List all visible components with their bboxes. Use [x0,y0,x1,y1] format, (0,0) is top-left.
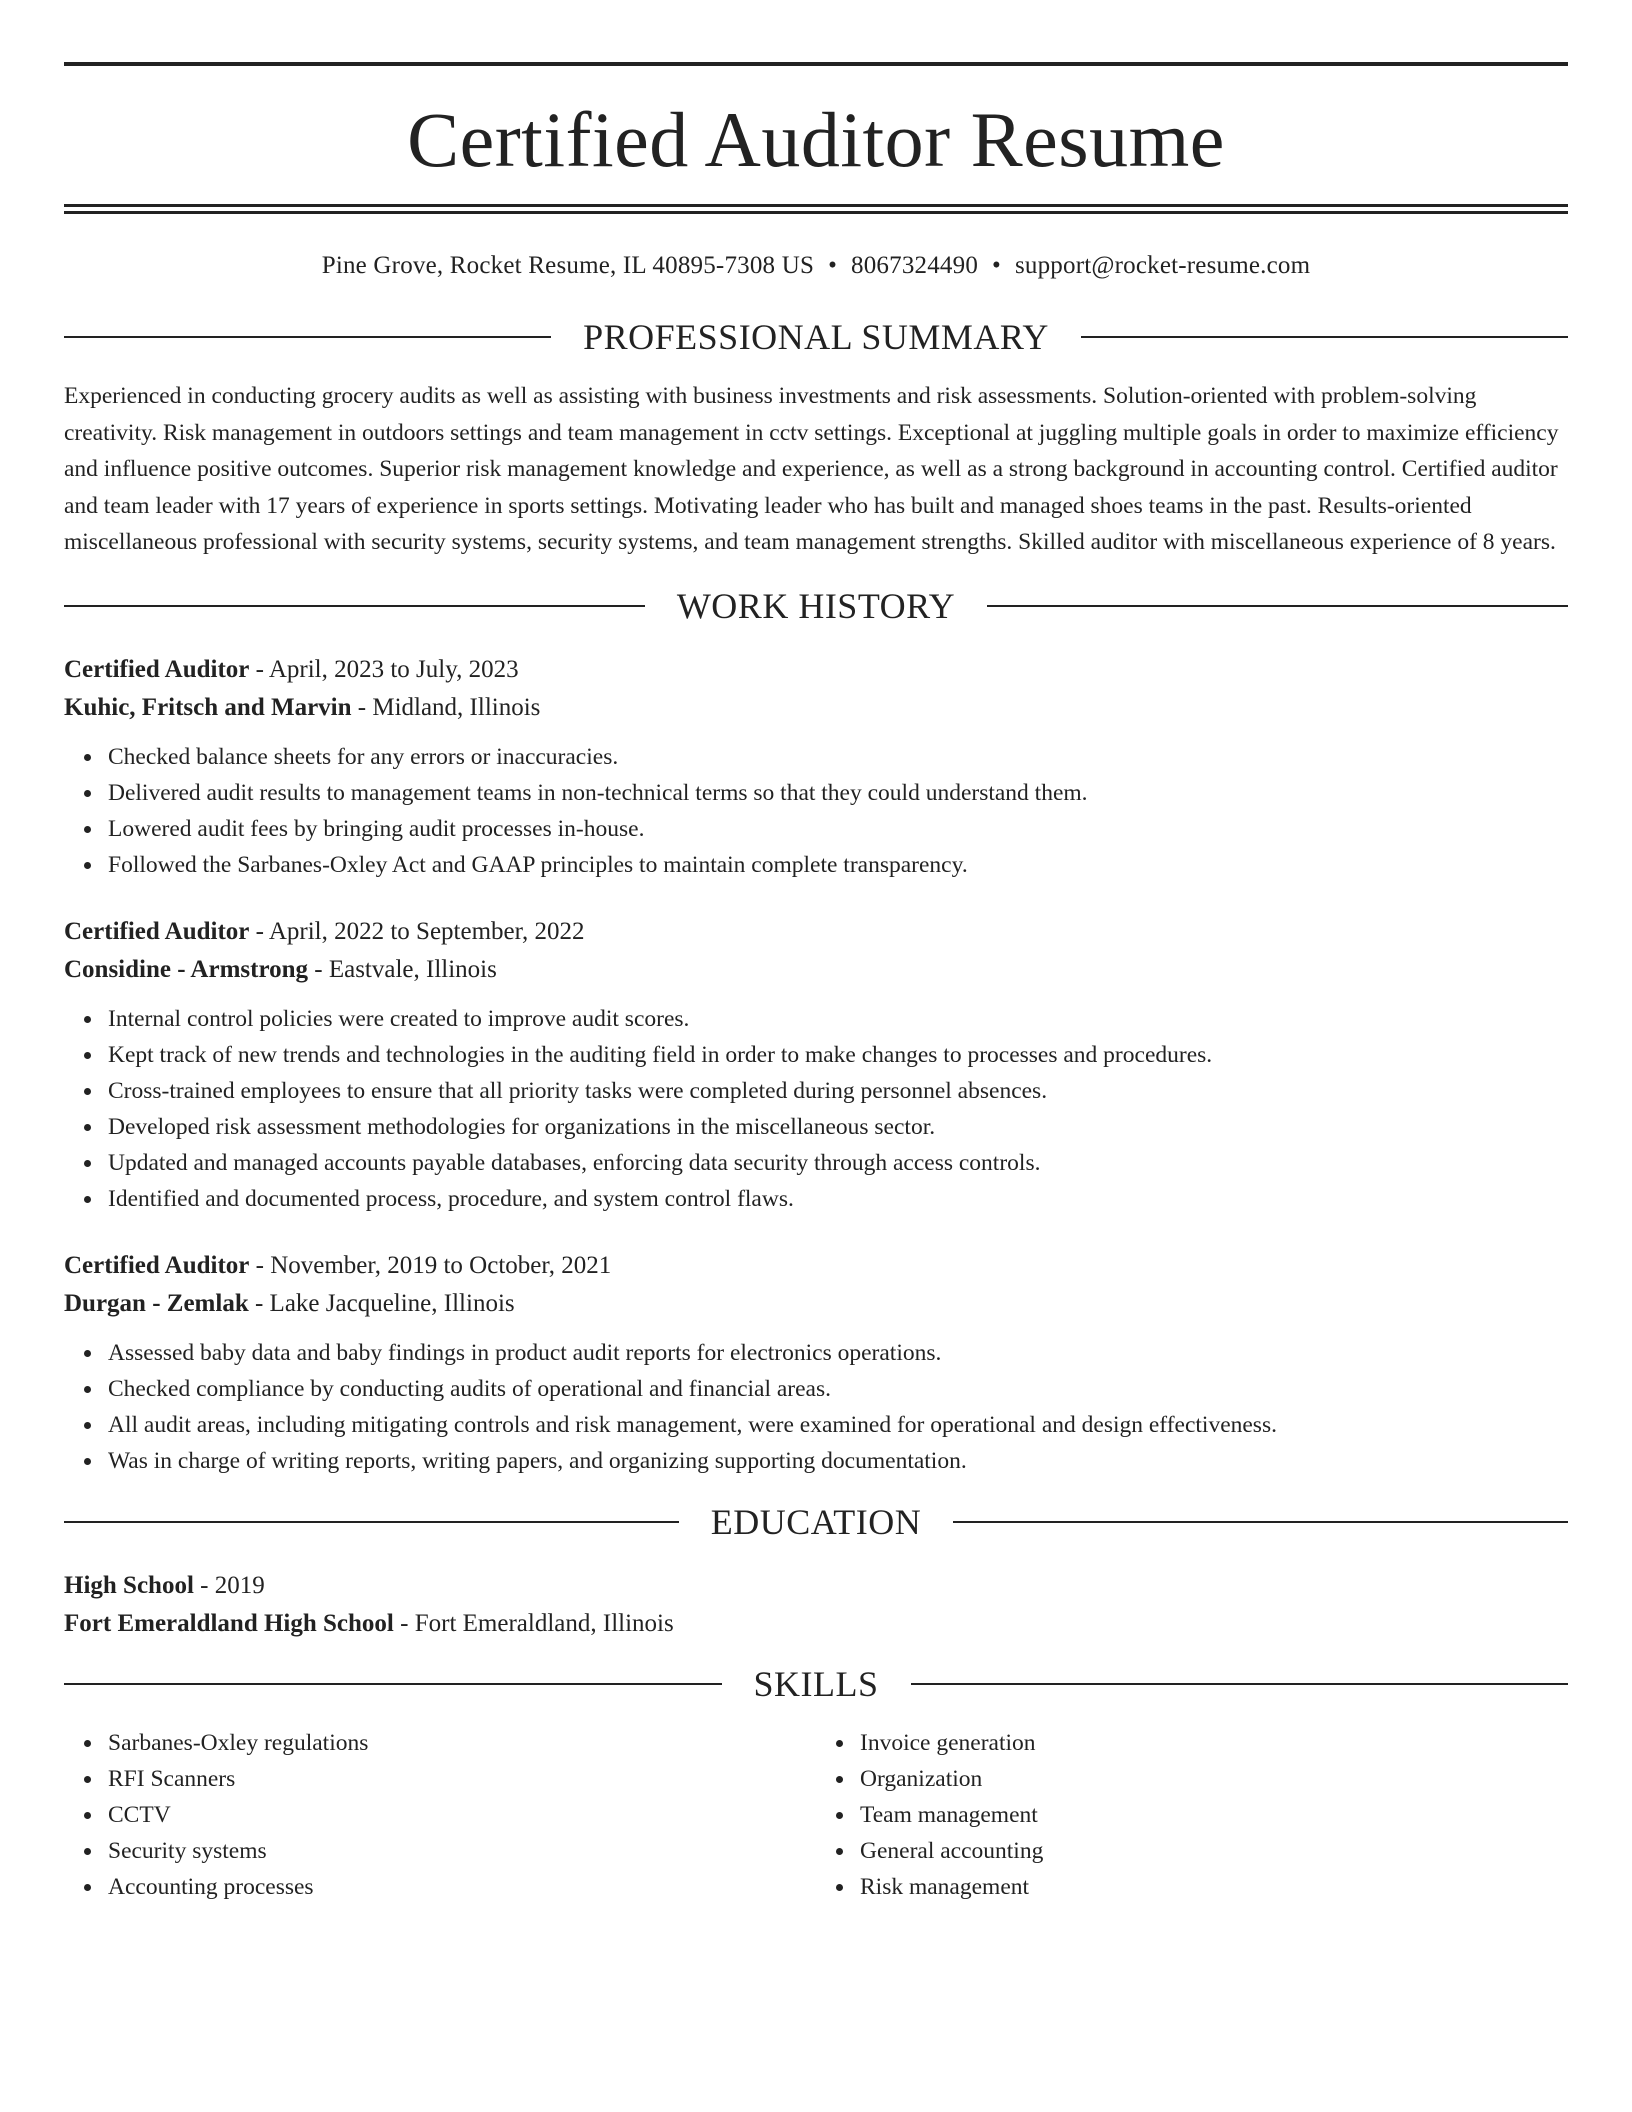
contact-phone: 8067324490 [851,252,979,279]
skill-item: Security systems [108,1833,816,1869]
skill-item: Team management [860,1797,1568,1833]
job-entry [64,1247,1568,1479]
job-entry [64,651,1568,883]
heading-rule [953,1521,1568,1523]
job-dates: - November, 2019 to October, 2021 [249,1251,612,1279]
list-item: Checked compliance by conducting audits of operational and financial areas. [108,1371,1568,1407]
list-item: Checked balance sheets for any errors or inaccuracies. [108,739,1568,775]
job-bullets [64,1001,1568,1217]
heading-rule [987,605,1568,607]
section-title: PROFESSIONAL SUMMARY [583,317,1049,357]
job-company-line [64,951,1568,989]
education-school: Fort Emeraldland High School [64,1609,394,1637]
job-location: - Midland, Illinois [351,693,541,721]
skill-item: General accounting [860,1833,1568,1869]
job-bullets [64,739,1568,883]
job-title-line [64,913,1568,951]
heading-rule [64,1521,679,1523]
section-title: SKILLS [753,1663,879,1704]
job-location: - Lake Jacqueline, Illinois [248,1289,515,1317]
contact-separator: • [828,252,838,279]
skill-item: CCTV [108,1797,816,1833]
skill-item: Accounting processes [108,1869,816,1905]
list-item: Followed the Sarbanes-Oxley Act and GAAP principles to maintain complete transparency. [108,847,1568,883]
heading-rule [64,1683,722,1685]
title-double-rule [64,204,1568,214]
top-rule [64,62,1568,66]
contact-line [64,248,1568,284]
section-heading-skills [64,1661,1568,1707]
skills-columns [64,1725,1568,1905]
heading-rule [911,1683,1569,1685]
job-company: Considine - Armstrong [64,955,309,983]
section-title: EDUCATION [710,1501,922,1542]
education-location: - Fort Emeraldland, Illinois [393,1609,674,1637]
list-item: Developed risk assessment methodologies for organizations in the miscellaneous sector. [108,1109,1568,1145]
list-item: Identified and documented process, procedure, and system control flaws. [108,1181,1568,1217]
education-year: - 2019 [193,1571,265,1599]
job-title: Certified Auditor [64,917,250,945]
job-dates: - April, 2022 to September, 2022 [249,917,585,945]
job-company-line [64,689,1568,727]
job-title: Certified Auditor [64,1251,250,1279]
job-dates: - April, 2023 to July, 2023 [249,655,519,683]
job-entry [64,913,1568,1217]
list-item: Updated and managed accounts payable databases, enforcing data security through access controls. [108,1145,1568,1181]
skill-item: Risk management [860,1869,1568,1905]
section-title: WORK HISTORY [676,585,956,626]
education-school-line [64,1605,1568,1643]
skills-list-right [816,1725,1568,1905]
heading-rule [64,605,645,607]
list-item: Cross-trained employees to ensure that all priority tasks were completed during personnel absences. [108,1073,1568,1109]
list-item: Assessed baby data and baby findings in product audit reports for electronics operations. [108,1335,1568,1371]
section-heading-work-history [64,583,1568,629]
heading-rule [64,336,551,338]
skill-item: Organization [860,1761,1568,1797]
contact-email: support@rocket-resume.com [1014,252,1311,279]
section-heading-summary [64,314,1568,360]
education-degree-line [64,1567,1568,1605]
summary-text: Experienced in conducting grocery audits as well as assisting with business investments and risk assessments. Solution-oriented with problem-solving creativity. Risk management in outdoors settings and team management in cctv settings. Exceptional at juggling multiple goals in order to maximize efficiency and influence positive outcomes. Superior risk management knowledge and experience, as well as a strong background in accounting control. Certified auditor and team leader with 17 years of experience in sports settings. Motivating leader who has built and managed shoes teams in the past. Results-oriented miscellaneous professional with security systems, security systems, and team management strengths. Skilled auditor with miscellaneous experience of 8 years. [64,383,1559,555]
contact-separator: • [992,252,1001,279]
section-heading-education [64,1499,1568,1545]
job-location: - Eastvale, Illinois [308,955,497,983]
job-company: Durgan - Zemlak [64,1289,249,1317]
list-item: Was in charge of writing reports, writing papers, and organizing supporting documentation. [108,1443,1568,1479]
education-degree: High School [64,1571,194,1599]
list-item: All audit areas, including mitigating controls and risk management, were examined for operational and design effectiveness. [108,1407,1568,1443]
job-title-line [64,651,1568,689]
list-item: Lowered audit fees by bringing audit processes in-house. [108,811,1568,847]
education-entry [64,1567,1568,1643]
contact-address: Pine Grove, Rocket Resume, IL 40895-7308 US [321,252,815,279]
skills-list-left [64,1725,816,1905]
heading-rule [1081,336,1568,338]
job-company-line [64,1285,1568,1323]
skill-item: Sarbanes-Oxley regulations [108,1725,816,1761]
list-item: Internal control policies were created to improve audit scores. [108,1001,1568,1037]
list-item: Delivered audit results to management teams in non-technical terms so that they could understand them. [108,775,1568,811]
skill-item: RFI Scanners [108,1761,816,1797]
skill-item: Invoice generation [860,1725,1568,1761]
job-title-line [64,1247,1568,1285]
resume-title: Certified Auditor Resume [407,96,1225,183]
list-item: Kept track of new trends and technologies in the auditing field in order to make changes to processes and procedures. [108,1037,1568,1073]
job-bullets [64,1335,1568,1479]
job-company: Kuhic, Fritsch and Marvin [64,693,352,721]
job-title: Certified Auditor [64,655,250,683]
